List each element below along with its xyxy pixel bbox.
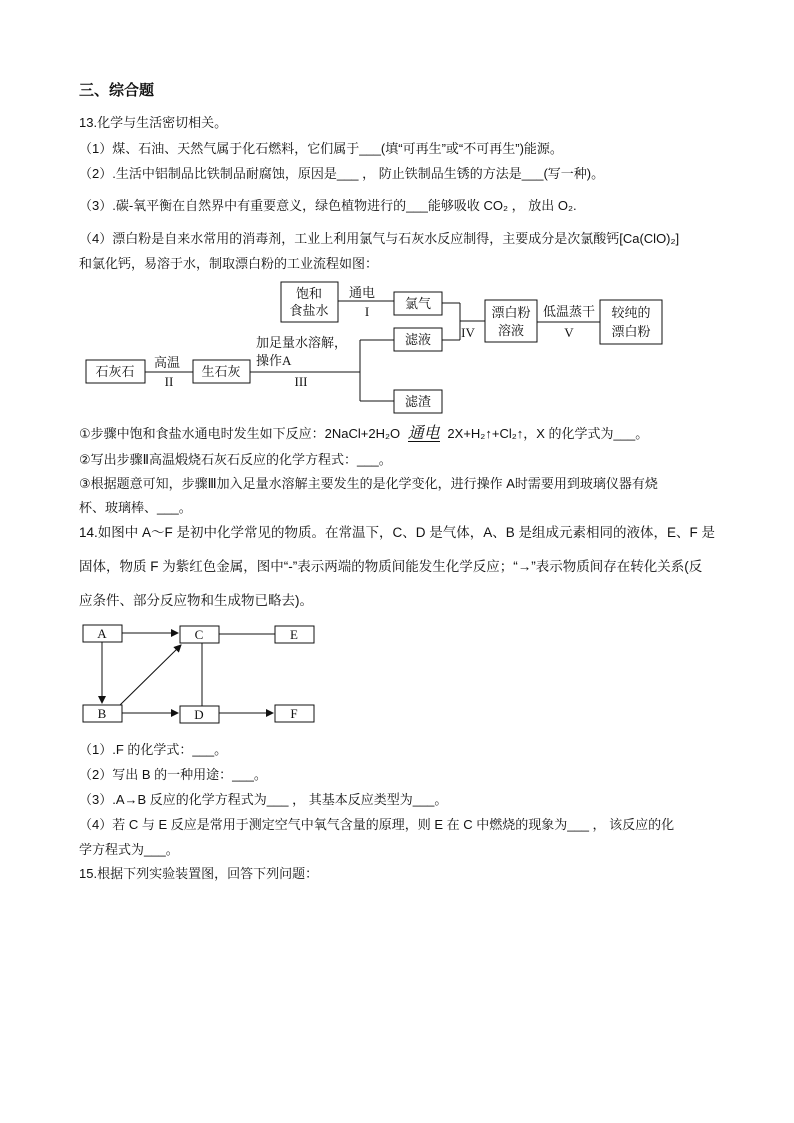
q13-step1-text-a: ①步骤中饱和食盐水通电时发生如下反应：2NaCl+2H₂O (79, 426, 401, 441)
reaction-condition-electrolysis: 通电 (407, 423, 440, 442)
label-step-1: I (364, 304, 370, 319)
label-electrolysis: 通电 (348, 285, 376, 300)
label-quicklime: 生石灰 (201, 364, 241, 379)
label-bleach-solution-1: 漂白粉 (491, 305, 531, 320)
label-E: E (290, 627, 298, 642)
label-D: D (194, 707, 204, 722)
label-chlorine: 氯气 (404, 296, 432, 311)
q13-step1-text-b: 2X+H₂↑+Cl₂↑，X 的化学式为___。 (447, 426, 649, 441)
q14-stem-line2: 固体，物质 F 为紫红色金属，图中“-”表示两端的物质间能发生化学反应；“→”表示物质间存在转化关系(反 (79, 559, 703, 574)
section-title: 三、综合题 (79, 82, 155, 99)
label-step-3: III (294, 374, 308, 389)
q14-part4-line1: （4）若 C 与 E 反应是常用于测定空气中氧气含量的原理，则 E 在 C 中燃烧的现象为___ ， 该反应的化 (79, 817, 675, 832)
q14-part1: （1）.F 的化学式：___。 (79, 742, 228, 757)
label-residue: 滤渣 (404, 394, 432, 409)
label-dissolve-2: 操作A (256, 353, 292, 368)
label-step-2: II (164, 374, 174, 389)
q14-part4-line2: 学方程式为___。 (79, 842, 179, 857)
q13-part2: （2）.生活中铝制品比铁制品耐腐蚀，原因是___ ， 防止铁制品生锈的方法是___(写一种)。 (79, 166, 605, 181)
label-pure-bleach-1: 较纯的 (611, 305, 651, 320)
q13-part1: （1）煤、石油、天然气属于化石燃料，它们属于___(填“可再生”或“不可再生”)能源。 (79, 141, 563, 156)
q14-stem-line1: 14.如图中 A～F 是初中化学常见的物质。在常温下，C、D 是气体，A、B 是组成元素相同的液体，E、F 是 (79, 525, 716, 540)
label-brine-1: 饱和 (295, 286, 323, 301)
label-A: A (97, 626, 107, 641)
q14-part2: （2）写出 B 的一种用途：___。 (79, 767, 267, 782)
label-dissolve-1: 加足量水溶解， (256, 335, 348, 350)
label-step-4: IV (461, 325, 475, 340)
label-pure-bleach-2: 漂白粉 (611, 324, 651, 339)
q13-step2: ②写出步骤Ⅱ高温煅烧石灰石反应的化学方程式：___。 (79, 452, 392, 467)
label-brine-2: 食盐水 (289, 303, 329, 318)
label-F: F (290, 706, 298, 721)
q13-step3-line2: 杯、玻璃棒、___。 (79, 500, 192, 515)
q14-part3: （3）.A→B 反应的化学方程式为___ ， 其基本反应类型为___。 (79, 792, 448, 807)
q13-step1 (79, 424, 648, 444)
q13-part4-line2: 和氯化钙，易溶于水，制取漂白粉的工业流程如图： (79, 256, 379, 271)
label-bleach-solution-2: 溶液 (497, 323, 525, 338)
q13-part3: （3）.碳-氧平衡在自然界中有重要意义，绿色植物进行的___能够吸收 CO₂ ， 放出 O₂. (79, 198, 577, 213)
q13-step3-line1: ③根据题意可知，步骤Ⅲ加入足量水溶解主要发生的是化学变化，进行操作 A时需要用到玻璃仪器有烧 (79, 476, 658, 491)
label-high-temp: 高温 (153, 355, 181, 370)
label-filtrate: 滤液 (404, 332, 432, 347)
label-step-5: V (564, 325, 574, 340)
q13-part4-line1: （4）漂白粉是自来水常用的消毒剂，工业上利用氯气与石灰水反应制得，主要成分是次氯酸钙[Ca(ClO)₂] (79, 231, 680, 246)
label-B: B (97, 706, 107, 721)
bleach-process-flowchart (0, 275, 794, 420)
q14-stem-line3: 应条件、部分反应物和生成物已略去)。 (79, 593, 313, 608)
label-C: C (194, 627, 204, 642)
substance-relation-diagram (0, 615, 794, 730)
q15-stem: 15.根据下列实验装置图，回答下列问题： (79, 866, 319, 881)
label-limestone: 石灰石 (95, 364, 135, 379)
q13-stem: 13.化学与生活密切相关。 (79, 115, 228, 130)
label-evaporate: 低温蒸干 (542, 304, 596, 319)
